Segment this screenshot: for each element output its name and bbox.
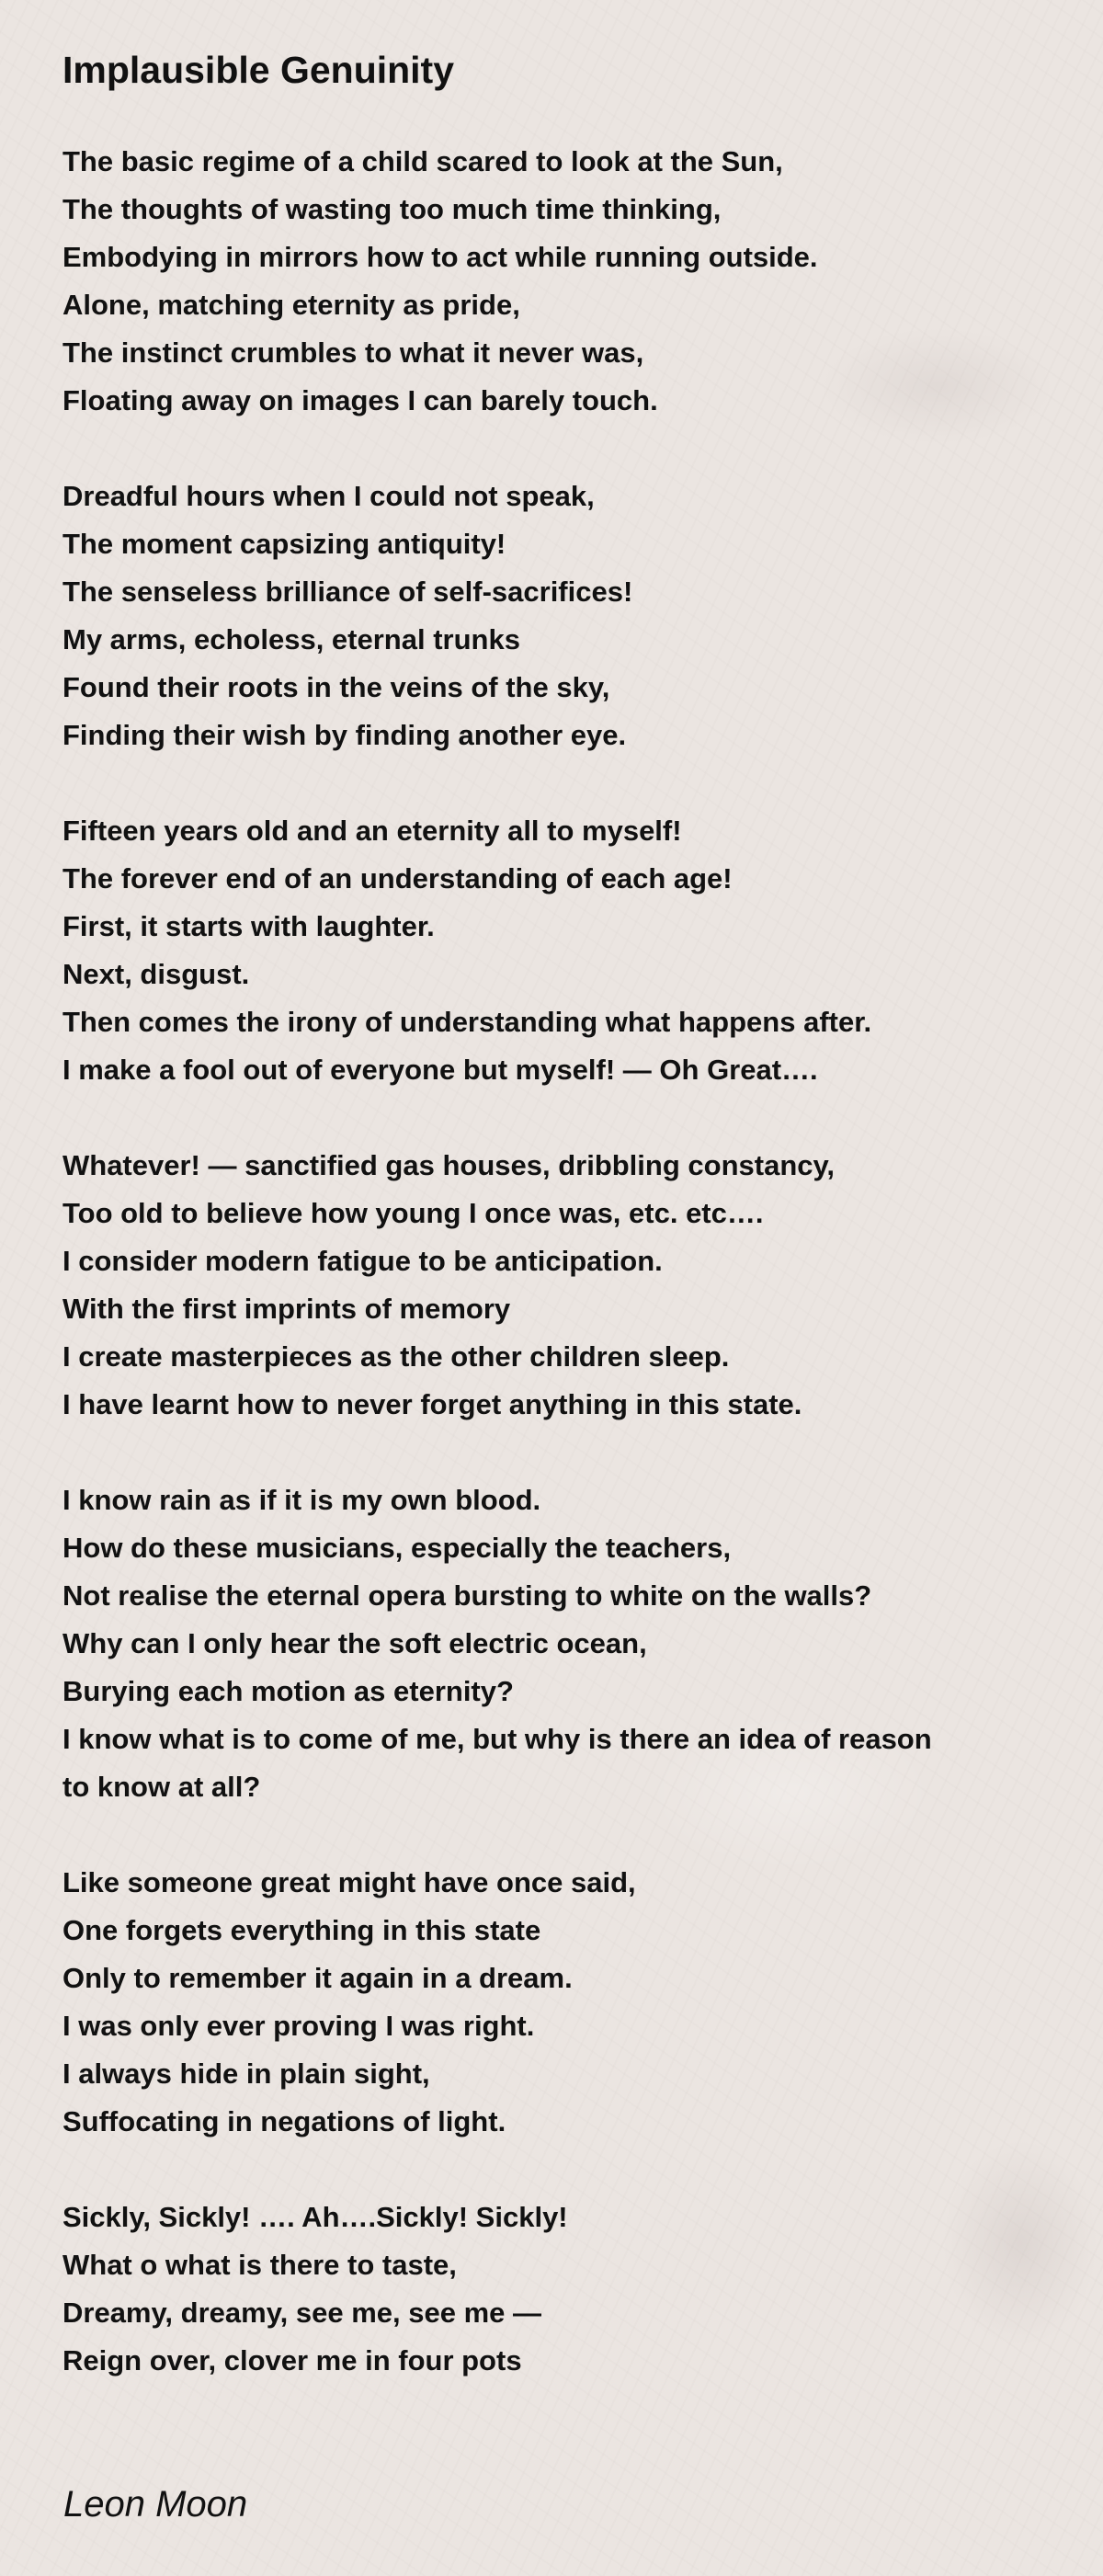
poem-line: The basic regime of a child scared to look at the Sun, [63,145,783,177]
poem-line: I make a fool out of everyone but myself! — Oh Great…. [63,1054,818,1086]
poem-line: First, it starts with laughter. [63,910,435,942]
poem-line: What o what is there to taste, [63,2249,457,2281]
poem-line: Then comes the irony of understanding what happens after. [63,1006,872,1038]
poem-line: I was only ever proving I was right. [63,2010,535,2042]
poem-line: The instinct crumbles to what it never was, [63,336,644,369]
poem-line: Sickly, Sickly! …. Ah….Sickly! Sickly! [63,2201,568,2233]
poem-stanza [63,1859,1055,2146]
poem-author: Leon Moon [63,2484,248,2525]
poem-line: I have learnt how to never forget anything in this state. [63,1388,802,1420]
poem-line: The forever end of an understanding of each age! [63,862,733,895]
poem-line: Burying each motion as eternity? [63,1675,514,1707]
poem-line: The thoughts of wasting too much time thinking, [63,193,722,225]
poem-line: Like someone great might have once said, [63,1866,636,1898]
poem-line: I always hide in plain sight, [63,2057,430,2090]
poem-line: Finding their wish by finding another eye. [63,719,627,751]
poem-line: Dreamy, dreamy, see me, see me — [63,2297,541,2329]
poem-stanza [63,1476,1055,1811]
poem-line: Found their roots in the veins of the sky, [63,671,610,703]
poem-line: Next, disgust. [63,958,250,990]
poem-line: How do these musicians, especially the teachers, [63,1532,732,1564]
poem-line: Alone, matching eternity as pride, [63,289,520,321]
poem-line: Floating away on images I can barely touch. [63,384,658,416]
poem-line: Whatever! — sanctified gas houses, dribbling constancy, [63,1149,836,1181]
poem-stanza [63,807,1055,1094]
poem-line: Suffocating in negations of light. [63,2105,506,2137]
poem-line: I know what is to come of me, but why is there an idea of reason [63,1723,932,1755]
poem-line: My arms, echoless, eternal trunks [63,623,520,655]
poem-line: Embodying in mirrors how to act while running outside. [63,241,818,273]
poem-line: One forgets everything in this state [63,1914,541,1946]
poem-line: to know at all? [63,1771,261,1803]
poem-line: Dreadful hours when I could not speak, [63,480,595,512]
poem-stanza [63,1142,1055,1429]
poem-title: Implausible Genuinity [63,49,455,91]
poem-line: Too old to believe how young I once was, etc. etc…. [63,1197,764,1229]
poem-stanza [63,2194,1055,2385]
poem-line: Only to remember it again in a dream. [63,1962,573,1994]
poem-stanza [63,473,1055,759]
poem-line: I know rain as if it is my own blood. [63,1484,541,1516]
poem-line: With the first imprints of memory [63,1293,511,1325]
poem-line: The senseless brilliance of self-sacrifices! [63,576,633,608]
poem-stanza [63,138,1055,425]
poem-line: Reign over, clover me in four pots [63,2344,522,2377]
poem-line: Fifteen years old and an eternity all to myself! [63,815,682,847]
poem-body [63,138,1055,2433]
poem-line: I create masterpieces as the other children sleep. [63,1340,730,1373]
poem-line: I consider modern fatigue to be anticipation. [63,1245,663,1277]
poem-line: The moment capsizing antiquity! [63,528,506,560]
poem-line: Why can I only hear the soft electric ocean, [63,1627,647,1659]
poem-line: Not realise the eternal opera bursting to white on the walls? [63,1579,872,1612]
